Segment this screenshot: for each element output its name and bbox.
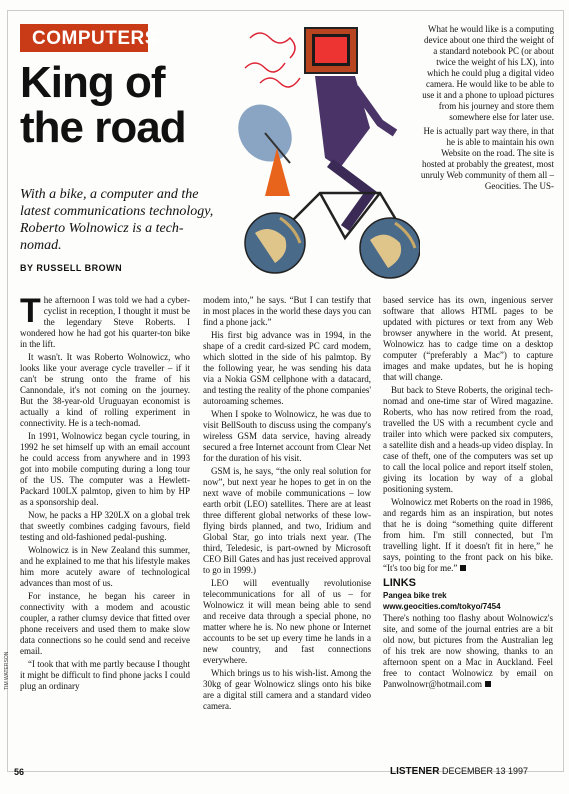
paragraph: Which brings us to his wish-list. Among the 30kg of gear Wolnowicz slings onto his bike are a digital still camera and a standard video camera. [203,668,371,711]
cyclist-illustration [220,18,420,298]
links-heading: LINKS [383,577,416,589]
globe-wheel-icon [360,218,420,278]
links-text [383,613,553,690]
paragraph: Now, he packs a HP 320LX on a global trek that sweetly combines cadging favours, field testing and old-fashioned pedal-pushing. [20,510,190,542]
links-text-body: There's nothing too flashy about Wolnowicz's site, and some of the journal entries are a bit old now, but pictures from the Australian leg of his trek are now showing, thanks to an afternoon spent on a Mac in Auckland. Feel free to contact Wolnowicz by email on Panwolnowr@hotmail.com [383,613,553,689]
paragraph: But back to Steve Roberts, the original tech-nomad and one-time star of Wired magazine. Roberts, who has now retired from the road, travelled the US with a recumbent cycle and trailer into which were packed six computers, a satellite dish and a heads-up video display. In case of theft, one of the computers was set up to call the local police and report itself stolen, giving its location by way of a global positioning system. [383,385,553,494]
section-tag [20,24,158,52]
rider-legs-icon [330,163,370,228]
issue-date: DECEMBER 13 1997 [441,766,529,776]
column-2 [203,295,371,714]
byline: BY RUSSELL BROWN [20,263,123,273]
page-number: 56 [14,767,25,777]
paragraph: “I took that with me partly because I thought it might be difficult to find phone jacks I could plug an ordinary [20,659,190,691]
signal-squiggle-icon [250,33,295,58]
paragraph-text: he afternoon I was told we had a cyber-cyclist in reception, I thought it must be the legendary Steve Roberts. I wondered how he had got his quarter-ton bike in the lift. [20,295,190,349]
links-subheading: Pangea bike trek [383,591,447,600]
paragraph [383,497,553,574]
paragraph-text: Wolnowicz met Roberts on the road in 1986, and regards him as an inspiration, but notes that he is doing “something quite different from him. I'm still connected, but I'm travelling light. If it doesn't fit in here,” he says, pointing to the front pack on his bike. “It's too big for me.” [383,497,553,573]
paragraph: It wasn't. It was Roberto Wolnowicz, who looks like your average cycle traveller – if it can't be strung onto the frame of his Cannondale, it's not coming on the journey. But the 38-year-old Uruguayan economist is actually a kind of rolling experiment in connectivity. He is a tech-nomad. [20,352,190,428]
paragraph: In 1991, Wolnowicz began cycle touring, in 1992 he set himself up with an email account he could access from anywhere and in 1993 got into mobile computing during a long tour of the US. The computer was a Hewlett-Packard 100LX palmtop, given to him by HP as a sponsorship deal. [20,431,190,507]
paragraph: GSM is, he says, “the only real solution for now”, but next year he hopes to get in on the next wave of mobile communications – low earth orbit (LEO) satellites. There are at least three different global networks of these low-flying birds planned, and two, Iridium and Global Star, go into trials next year. (The third, Teledesic, is part-owned by Microsoft CEO Bill Gates and has just received approval to go in 1999.) [203,466,371,575]
monitor-head-icon [305,28,357,73]
paragraph: Wolnowicz is in New Zealand this summer, and he explained to me that his lifestyle makes him more acutely aware of technological advances than most of us. [20,545,190,588]
links-url[interactable]: www.geocities.com/tokyo/7454 [383,602,501,611]
globe-wheel-icon [245,213,305,273]
paragraph: What he would like is a computing device about one third the weight of a standard notebook PC (or about twice the weight of his LX), into which he could plug a digital video camera. He would like to be able to use it and a phone to upload pictures from his journey and store them somewhere else for later use. [422,24,554,122]
column-top-right [420,24,554,195]
paragraph [20,292,190,350]
paragraph: His first big advance was in 1994, in the shape of a credit card-sized PC card modem, which slotted in the side of his palmtop. By the following year, he was sending his data via a Nokia GSM cellphone with a datacard, and testing the reality of the phone companies' autoroaming schemes. [203,330,371,406]
paragraph: LEO will eventually revolutionise telecommunications for all of us – for Wolnowicz it will mean being able to send and receive data through a special phone, no matter where he is. No new phone or Internet accounts to be set up every time he lands in a new country, and fast connections everywhere. [203,578,371,665]
rider-body-icon [315,76,370,168]
photo-credit: TIM WATERSON [4,651,10,690]
column-3 [383,295,553,692]
signal-squiggle-icon [260,78,300,87]
paragraph: He is actually part way there, in that he is able to maintain his own Website on the road. The site is hosted at probably the greatest, most unruly Web community of them all – Geocities. The US- [420,126,554,191]
drop-cap: T [20,292,41,330]
deck: With a bike, a computer and the latest communications technology, Roberto Wolnowicz is a tech-nomad. [20,187,214,253]
column-1 [20,292,190,694]
end-mark-icon [485,681,491,687]
section-label: COMPUTERS [32,28,158,49]
footer-folio [390,766,528,777]
paragraph: based service has its own, ingenious server software that allows HTML pages to be updated with pictures or text from any Web browser anywhere in the world. At present, Wolnowicz has to cadge time on a desktop computer (“preferably a Mac”) to capture images and make updates, but he is hoping that will change. [383,295,553,382]
magazine-name: LISTENER [390,766,440,777]
end-mark-icon [460,565,466,571]
paragraph: For instance, he began his career in connectivity with a modem and acoustic coupler, a rather clumsy device that fitted over phone receivers and used them to make slow data connections so he could send and receive email. [20,591,190,656]
paragraph: modem into,” he says. “But I can testify that in most places in the world these days you can find a phone jack.” [203,295,371,327]
signal-squiggle-icon [245,63,285,72]
satellite-dish-icon [227,94,302,172]
headline: King of the road [20,58,186,152]
paragraph: When I spoke to Wolnowicz, he was due to visit BellSouth to discuss using the company's wireless GSM data service, having already secured a free Internet account from Clear Net for the duration of his visit. [203,409,371,463]
